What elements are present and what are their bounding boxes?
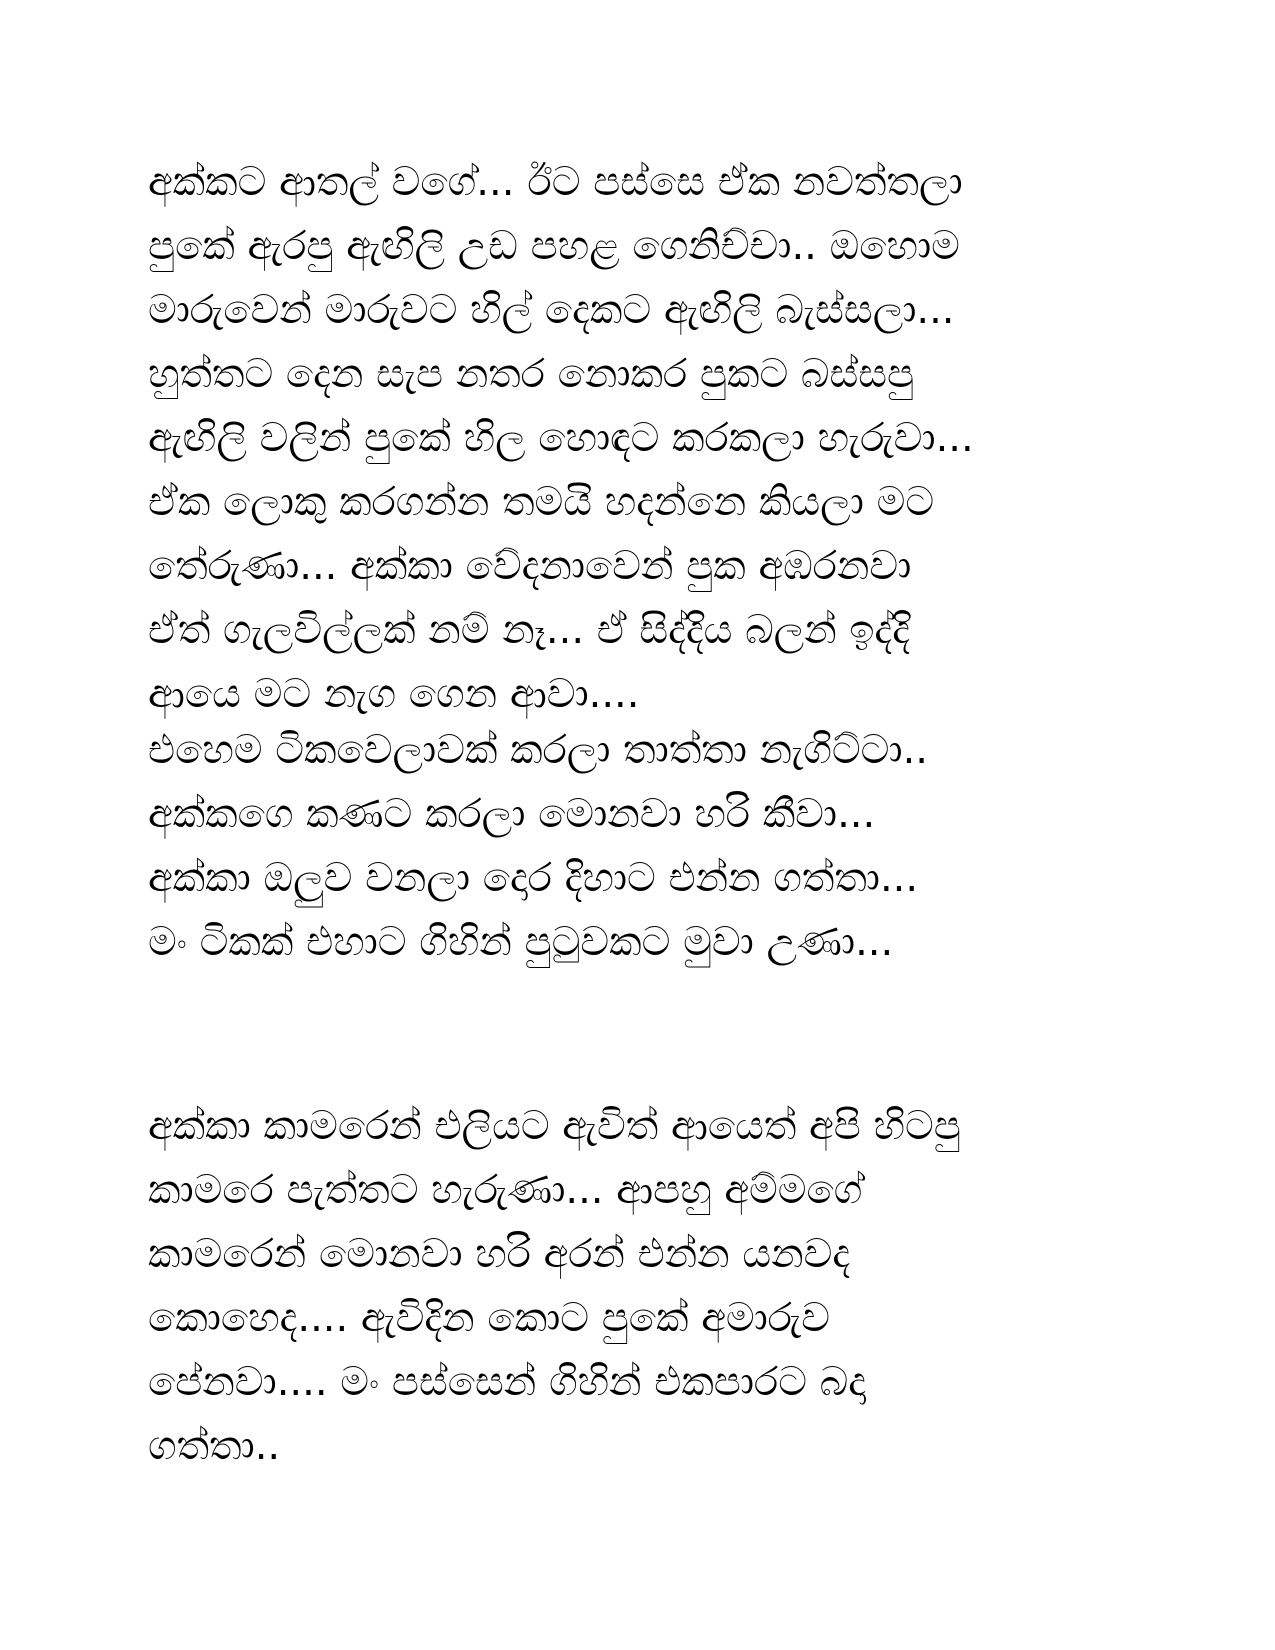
text-line: ආයෙ මට නැග ගෙන ආවා.... — [148, 671, 640, 717]
text-line: ඒක ලොකු කරගන්න තමයි හදන්නෙ කියලා මට — [148, 479, 935, 525]
text-line: එහෙම ටිකවෙලාවක් කරලා තාත්තා නැගිට්ටා.. — [148, 727, 929, 773]
text-line: කාමරෙ පැත්තට හැරුණා... ආපහු අම්මගේ — [148, 1167, 863, 1213]
text-line: අක්කා ඔලුව වනලා දොර දිහාට එන්න ගත්තා... — [148, 855, 919, 901]
text-line: ඒත් ගැලවිල්ලක් නම් නෑ... ඒ සිද්දිය බලන් ඉද්දි — [148, 607, 910, 653]
text-line: අක්කා කාමරෙන් එලියට ඇවිත් ආයෙත් අපි හිටපු — [148, 1103, 961, 1149]
text-line: අක්කට ආතල් වගේ... ඊට පස්සෙ ඒක නවත්තලා — [148, 159, 963, 205]
text-line: පේනවා.... මං පස්සෙන් ගිහින් එකපාරට බදා — [148, 1359, 867, 1405]
text-line: ඇඟිලි වලින් පුකේ හිල හොඳට කරකලා හැරුවා... — [148, 415, 974, 461]
text-line: අක්කගෙ කණට කරලා මොනවා හරි කීවා... — [148, 791, 876, 837]
text-line: කොහෙද.... ඇවිදින කොට පුකේ අමාරුව — [148, 1295, 830, 1341]
paragraph-2 — [148, 718, 1148, 974]
text-line: මං ටිකක් එහාට ගිහින් පුටුවකට මුවා උණා... — [148, 919, 894, 965]
paragraph-1 — [148, 150, 1148, 726]
paragraph-3 — [148, 1094, 1148, 1478]
text-line: පුකේ ඇරපු ඇඟිලි උඩ පහළ ගෙනිච්චා.. ඔහොම — [148, 223, 960, 269]
text-line: මාරුවෙන් මාරුවට හිල් දෙකට ඇඟිලි බැස්සලා... — [148, 287, 955, 333]
text-line: කාමරෙන් මොනවා හරි අරන් එන්න යනවද — [148, 1231, 851, 1277]
text-line: ගත්තා.. — [148, 1423, 281, 1469]
text-line: හුත්තට දෙන සැප නතර නොකර පුකට බස්සපු — [148, 351, 915, 397]
text-line: තේරුණා... අක්කා වේදනාවෙන් පුක අඹරනවා — [148, 543, 912, 589]
